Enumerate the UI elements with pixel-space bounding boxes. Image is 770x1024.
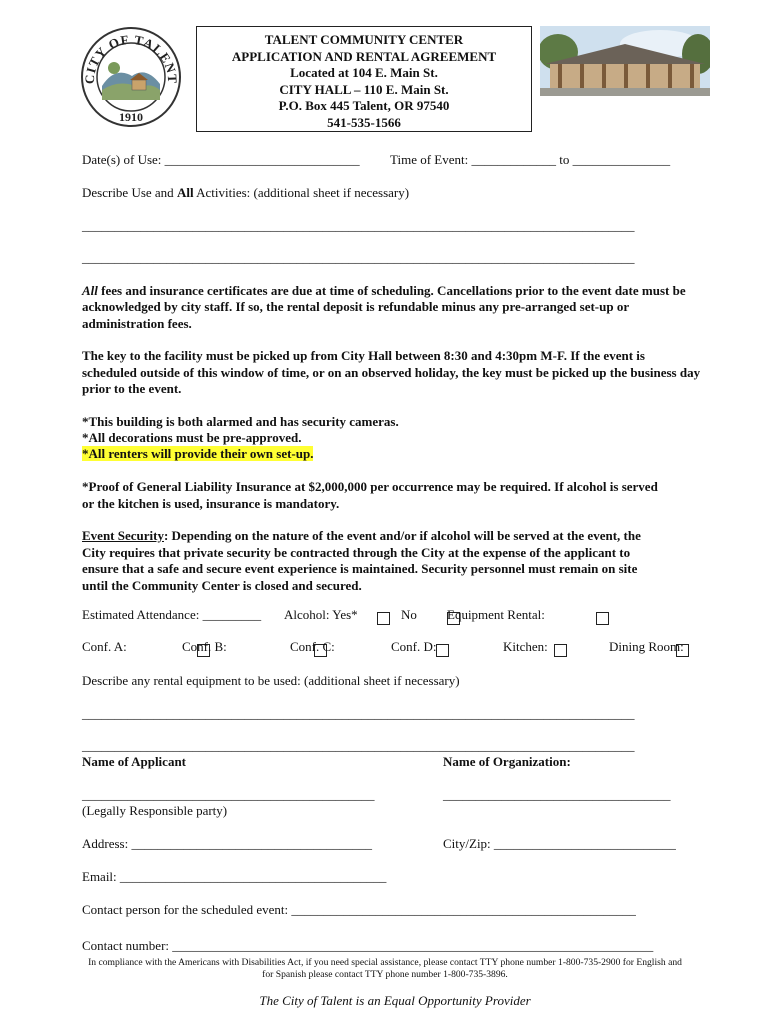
conf-a-label: Conf. A: bbox=[82, 639, 127, 654]
policy-p1-line3: administration fees. bbox=[82, 316, 192, 331]
security-line4: until the Community Center is closed and secured. bbox=[82, 578, 362, 593]
policy-bullet-alarm: *This building is both alarmed and has security cameras. bbox=[82, 414, 399, 429]
insurance-line2: or the kitchen is used, insurance is mandatory. bbox=[82, 496, 340, 511]
legally-responsible-label: (Legally Responsible party) bbox=[82, 803, 228, 818]
seal-text: CITY OF TALENT bbox=[81, 31, 181, 85]
address-field[interactable]: Address: _____________________________________ bbox=[82, 836, 372, 851]
contact-number-field[interactable]: Contact number: __________________________________________________________________________ bbox=[82, 938, 654, 953]
header-box bbox=[196, 26, 532, 132]
equal-opportunity-footer: The City of Talent is an Equal Opportunity Provider bbox=[259, 993, 531, 1008]
rental-equipment-line-2[interactable]: _____________________________________________________________________________________ bbox=[82, 738, 635, 753]
ada-compliance-line1: In compliance with the Americans with Disabilities Act, if you need special assistance, please contact TTY phone number 1-800-735-2900 for English and bbox=[88, 957, 682, 968]
city-zip-field[interactable]: City/Zip: ____________________________ bbox=[443, 836, 676, 851]
equipment-rental-checkbox[interactable] bbox=[596, 612, 609, 625]
security-line1 bbox=[82, 528, 641, 545]
header-subtitle: APPLICATION AND RENTAL AGREEMENT bbox=[231, 48, 497, 64]
conf-d-label: Conf. D: bbox=[391, 639, 437, 654]
policy-p1-rest: fees and insurance certificates are due at time of scheduling. Cancellations prior to the event date must be bbox=[97, 283, 686, 298]
conf-b-label: Conf. B: bbox=[182, 639, 227, 654]
alcohol-yes-checkbox[interactable] bbox=[377, 612, 390, 625]
policy-p2-line2: scheduled outside of this window of time, or on an observed holiday, the key must be picked up the business day bbox=[82, 365, 701, 380]
policy-bullet-setup bbox=[82, 446, 313, 463]
city-seal bbox=[80, 26, 182, 128]
alcohol-yes-label: Alcohol: Yes* bbox=[284, 607, 358, 622]
ada-compliance-line2: for Spanish please contact TTY phone number 1-800-735-3896. bbox=[262, 969, 508, 980]
seal-year: 1910 bbox=[119, 110, 143, 124]
security-title: Event Security bbox=[82, 528, 164, 543]
contact-person-field[interactable]: Contact person for the scheduled event: _____________________________________________________ bbox=[82, 902, 636, 917]
describe-use-line-1[interactable]: _____________________________________________________________________________________ bbox=[82, 218, 635, 233]
dates-of-use-field[interactable]: Date(s) of Use: ______________________________ bbox=[82, 152, 360, 167]
security-line2: City requires that private security be contracted through the City at the expense of the applicant to bbox=[82, 545, 631, 560]
rental-equipment-line-1[interactable]: _____________________________________________________________________________________ bbox=[82, 706, 635, 721]
describe-suffix: Activities: (additional sheet if necessary) bbox=[193, 185, 410, 200]
estimated-attendance-field[interactable]: Estimated Attendance: _________ bbox=[82, 607, 262, 622]
rental-equipment-label: Describe any rental equipment to be used: (additional sheet if necessary) bbox=[82, 673, 460, 688]
building-photo bbox=[540, 26, 710, 96]
policy-p2-line3: prior to the event. bbox=[82, 381, 182, 396]
conf-d-checkbox[interactable] bbox=[554, 644, 567, 657]
conf-c-checkbox[interactable] bbox=[436, 644, 449, 657]
security-line3: ensure that a safe and secure event experience is maintained. Security personnel must remain on site bbox=[82, 561, 638, 576]
header-cityhall: CITY HALL – 110 E. Main St. bbox=[279, 81, 449, 97]
conf-c-label: Conf. C: bbox=[290, 639, 335, 654]
policy-p1-italic: All bbox=[82, 283, 98, 298]
security-text-1: : Depending on the nature of the event and/or if alcohol will be served at the event, the bbox=[163, 528, 641, 543]
describe-prefix: Describe Use and bbox=[82, 185, 177, 200]
highlighted-setup-text: *All renters will provide their own set-up. bbox=[82, 446, 314, 461]
policy-p2-line1: The key to the facility must be picked up from City Hall between 8:30 and 4:30pm M-F. If the event is bbox=[82, 348, 645, 363]
policy-bullet-decorations: *All decorations must be pre-approved. bbox=[82, 430, 302, 445]
dining-room-label: Dining Room: bbox=[609, 639, 684, 654]
describe-use-line-2[interactable]: _____________________________________________________________________________________ bbox=[82, 250, 635, 265]
organization-name-field[interactable]: ___________________________________ bbox=[443, 787, 671, 802]
header-title: TALENT COMMUNITY CENTER bbox=[264, 32, 464, 47]
equipment-rental-label: Equipment Rental: bbox=[447, 607, 545, 622]
describe-use-label bbox=[82, 185, 409, 202]
email-field[interactable]: Email: _________________________________________ bbox=[82, 869, 387, 884]
name-of-organization-label: Name of Organization: bbox=[443, 754, 571, 769]
policy-p1-line1 bbox=[82, 283, 686, 300]
policy-p1-line2: acknowledged by city staff. If so, the rental deposit is refundable minus any pre-arranged set-up or bbox=[82, 299, 630, 314]
describe-bold: All bbox=[176, 185, 194, 200]
time-of-event-field[interactable]: Time of Event: _____________ to _______________ bbox=[390, 152, 671, 167]
insurance-line1: *Proof of General Liability Insurance at $2,000,000 per occurrence may be required. If alcohol is served bbox=[82, 479, 658, 494]
kitchen-label: Kitchen: bbox=[503, 639, 548, 654]
header-pobox: P.O. Box 445 Talent, OR 97540 bbox=[278, 98, 450, 114]
name-of-applicant-label: Name of Applicant bbox=[82, 754, 186, 769]
header-location: Located at 104 E. Main St. bbox=[290, 65, 438, 81]
alcohol-no-label: No bbox=[401, 607, 417, 622]
applicant-name-field[interactable]: _____________________________________________ bbox=[82, 787, 375, 802]
header-phone: 541-535-1566 bbox=[327, 114, 401, 130]
